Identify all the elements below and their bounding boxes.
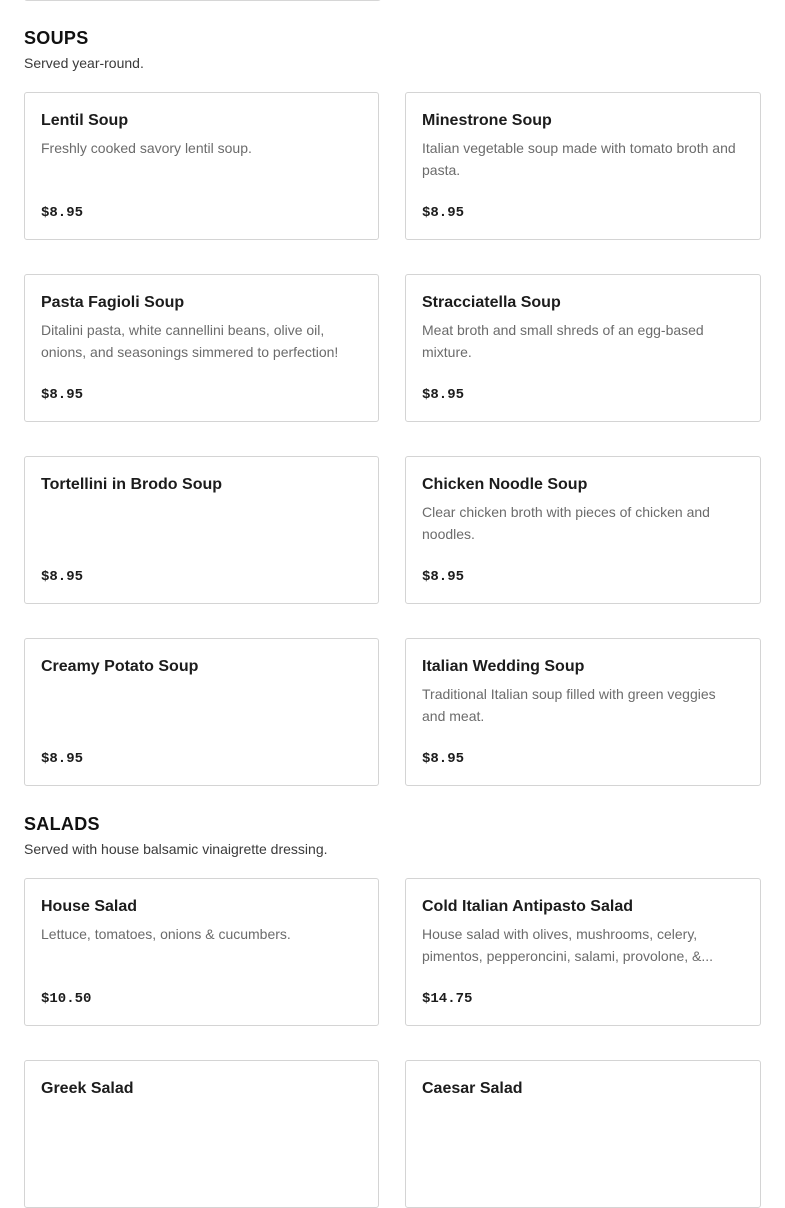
- item-price: $10.50: [41, 991, 92, 1007]
- item-price: $8.95: [422, 569, 465, 585]
- previous-card-edge: [24, 0, 381, 1]
- item-description: Freshly cooked savory lentil soup.: [41, 140, 252, 156]
- item-name: Cold Italian Antipasto Salad: [422, 898, 633, 915]
- menu-item-card[interactable]: [405, 1060, 761, 1208]
- item-name: House Salad: [41, 898, 138, 915]
- item-description: Clear chicken broth with pieces of chicken and noodles.: [422, 504, 710, 542]
- menu-item-card[interactable]: [24, 274, 379, 422]
- menu-item-card[interactable]: [405, 878, 761, 1026]
- item-name: Minestrone Soup: [422, 112, 552, 129]
- menu-item-card[interactable]: [24, 878, 379, 1026]
- item-price: $8.95: [422, 387, 465, 403]
- item-name: Greek Salad: [41, 1080, 134, 1097]
- item-name: Creamy Potato Soup: [41, 658, 199, 675]
- item-name: Tortellini in Brodo Soup: [41, 476, 223, 493]
- menu-item-card[interactable]: [405, 638, 761, 786]
- menu-item-card[interactable]: [24, 456, 379, 604]
- item-name: Pasta Fagioli Soup: [41, 294, 185, 311]
- menu-item-card[interactable]: [405, 92, 761, 240]
- section-subtitle: Served with house balsamic vinaigrette dressing.: [24, 841, 328, 857]
- item-description: Traditional Italian soup filled with green veggies and meat.: [422, 686, 716, 724]
- item-name: Lentil Soup: [41, 112, 129, 129]
- item-description: Ditalini pasta, white cannellini beans, olive oil, onions, and seasonings simmered to perfection!: [41, 322, 339, 360]
- item-description: Lettuce, tomatoes, onions & cucumbers.: [41, 926, 291, 942]
- item-price: $14.75: [422, 991, 473, 1007]
- item-name: Chicken Noodle Soup: [422, 476, 588, 493]
- item-price: $8.95: [41, 751, 84, 767]
- menu-item-card[interactable]: [24, 1060, 379, 1208]
- section-title: SOUPS: [24, 28, 89, 48]
- menu-item-card[interactable]: [24, 638, 379, 786]
- item-description: Meat broth and small shreds of an egg-based mixture.: [422, 322, 704, 360]
- item-description: House salad with olives, mushrooms, celery, pimentos, pepperoncini, salami, provolone, &...: [422, 926, 714, 964]
- item-name: Italian Wedding Soup: [422, 658, 585, 675]
- menu-item-card[interactable]: [405, 456, 761, 604]
- item-price: $8.95: [422, 751, 465, 767]
- item-price: $8.95: [41, 569, 84, 585]
- section-subtitle: Served year-round.: [24, 55, 144, 71]
- item-description: Italian vegetable soup made with tomato broth and pasta.: [422, 140, 736, 178]
- item-name: Caesar Salad: [422, 1080, 523, 1097]
- item-price: $8.95: [41, 205, 84, 221]
- section-title: SALADS: [24, 814, 100, 834]
- item-price: $8.95: [422, 205, 465, 221]
- menu-item-card[interactable]: [24, 92, 379, 240]
- item-name: Stracciatella Soup: [422, 294, 561, 311]
- item-price: $8.95: [41, 387, 84, 403]
- menu-item-card[interactable]: [405, 274, 761, 422]
